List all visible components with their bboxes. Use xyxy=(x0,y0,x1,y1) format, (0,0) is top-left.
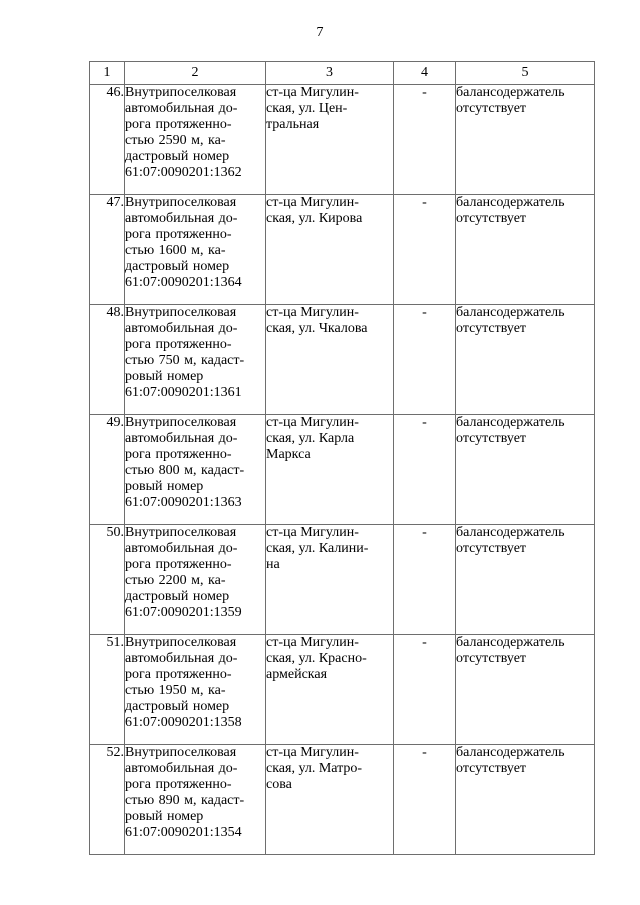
address-line: ст-ца Мигулин- xyxy=(266,635,359,650)
balance-holder-line: отсутствует xyxy=(456,431,527,446)
balance-holder-line: отсутствует xyxy=(456,651,527,666)
column-number-header-row xyxy=(90,62,595,85)
object-name-line: Внутрипоселковая xyxy=(125,635,237,650)
balance-holder-line: балансодержатель xyxy=(456,85,565,100)
object-name-line: рога протяженно- xyxy=(125,557,232,572)
row-number: 50. xyxy=(90,525,125,635)
object-name-line: 61:07:0090201:1358 xyxy=(125,715,242,730)
balance-holder-cell xyxy=(456,85,595,195)
address-cell xyxy=(266,195,394,305)
column-4-value: - xyxy=(394,745,456,855)
object-name-cell xyxy=(125,85,266,195)
object-name-line: 61:07:0090201:1359 xyxy=(125,605,242,620)
object-name-line: стью 890 м, кадаст- xyxy=(125,793,245,808)
object-name-cell xyxy=(125,525,266,635)
balance-holder-line: балансодержатель xyxy=(456,305,565,320)
address-line: ская, ул. Карла xyxy=(266,431,355,446)
property-register-table xyxy=(89,61,595,855)
address-line: ская, ул. Кирова xyxy=(266,211,363,226)
row-number: 52. xyxy=(90,745,125,855)
address-line: армейская xyxy=(266,667,328,682)
row-number: 46. xyxy=(90,85,125,195)
object-name-line: Внутрипоселковая xyxy=(125,525,237,540)
address-line: ст-ца Мигулин- xyxy=(266,745,359,760)
balance-holder-line: балансодержатель xyxy=(456,195,565,210)
object-name-line: автомобильная до- xyxy=(125,211,238,226)
object-name-line: Внутрипоселковая xyxy=(125,195,237,210)
balance-holder-cell xyxy=(456,525,595,635)
balance-holder-cell xyxy=(456,305,595,415)
address-cell xyxy=(266,305,394,415)
address-line: ст-ца Мигулин- xyxy=(266,525,359,540)
column-4-value: - xyxy=(394,415,456,525)
address-line: сова xyxy=(266,777,292,792)
object-name-line: стью 2590 м, ка- xyxy=(125,133,226,148)
object-name-line: рога протяженно- xyxy=(125,227,232,242)
address-line: ская, ул. Чкалова xyxy=(266,321,368,336)
object-name-line: дастровый номер xyxy=(125,699,230,714)
object-name-line: Внутрипоселковая xyxy=(125,85,237,100)
object-name-line: стью 1950 м, ка- xyxy=(125,683,226,698)
table-row xyxy=(90,305,595,415)
column-header: 2 xyxy=(125,62,266,85)
object-name-line: рога протяженно- xyxy=(125,667,232,682)
object-name-cell xyxy=(125,635,266,745)
table-row xyxy=(90,635,595,745)
page-number: 7 xyxy=(316,25,324,40)
balance-holder-line: балансодержатель xyxy=(456,635,565,650)
balance-holder-cell xyxy=(456,635,595,745)
address-cell xyxy=(266,525,394,635)
object-name-line: 61:07:0090201:1362 xyxy=(125,165,242,180)
column-4-value: - xyxy=(394,85,456,195)
object-name-line: автомобильная до- xyxy=(125,431,238,446)
object-name-line: автомобильная до- xyxy=(125,321,238,336)
balance-holder-line: отсутствует xyxy=(456,211,527,226)
object-name-line: 61:07:0090201:1364 xyxy=(125,275,242,290)
balance-holder-cell xyxy=(456,745,595,855)
address-line: ст-ца Мигулин- xyxy=(266,305,359,320)
object-name-line: рога протяженно- xyxy=(125,337,232,352)
row-number: 47. xyxy=(90,195,125,305)
object-name-line: 61:07:0090201:1363 xyxy=(125,495,242,510)
object-name-line: автомобильная до- xyxy=(125,761,238,776)
object-name-line: дастровый номер xyxy=(125,259,230,274)
address-cell xyxy=(266,415,394,525)
address-line: тральная xyxy=(266,117,320,132)
balance-holder-line: балансодержатель xyxy=(456,525,565,540)
balance-holder-line: отсутствует xyxy=(456,101,527,116)
column-4-value: - xyxy=(394,195,456,305)
address-line: ская, ул. Цен- xyxy=(266,101,348,116)
object-name-line: дастровый номер xyxy=(125,149,230,164)
column-header: 1 xyxy=(90,62,125,85)
balance-holder-line: отсутствует xyxy=(456,541,527,556)
address-cell xyxy=(266,85,394,195)
balance-holder-cell xyxy=(456,195,595,305)
object-name-line: ровый номер xyxy=(125,479,204,494)
column-header: 4 xyxy=(394,62,456,85)
address-line: Маркса xyxy=(266,447,311,462)
object-name-cell xyxy=(125,745,266,855)
object-name-line: Внутрипоселковая xyxy=(125,745,237,760)
object-name-line: стью 2200 м, ка- xyxy=(125,573,226,588)
address-line: ская, ул. Матро- xyxy=(266,761,363,776)
column-header: 5 xyxy=(456,62,595,85)
table-row xyxy=(90,745,595,855)
address-cell xyxy=(266,635,394,745)
object-name-line: Внутрипоселковая xyxy=(125,415,237,430)
balance-holder-line: отсутствует xyxy=(456,321,527,336)
row-number: 48. xyxy=(90,305,125,415)
object-name-line: стью 1600 м, ка- xyxy=(125,243,226,258)
object-name-line: стью 750 м, кадаст- xyxy=(125,353,245,368)
object-name-line: автомобильная до- xyxy=(125,101,238,116)
object-name-cell xyxy=(125,195,266,305)
object-name-line: 61:07:0090201:1354 xyxy=(125,825,242,840)
table-row xyxy=(90,525,595,635)
address-cell xyxy=(266,745,394,855)
object-name-line: рога протяженно- xyxy=(125,447,232,462)
object-name-line: ровый номер xyxy=(125,369,204,384)
object-name-line: 61:07:0090201:1361 xyxy=(125,385,242,400)
object-name-line: автомобильная до- xyxy=(125,651,238,666)
object-name-cell xyxy=(125,305,266,415)
object-name-line: рога протяженно- xyxy=(125,777,232,792)
column-4-value: - xyxy=(394,305,456,415)
address-line: на xyxy=(266,557,280,572)
object-name-line: Внутрипоселковая xyxy=(125,305,237,320)
address-line: ская, ул. Красно- xyxy=(266,651,367,666)
address-line: ст-ца Мигулин- xyxy=(266,85,359,100)
address-line: ст-ца Мигулин- xyxy=(266,415,359,430)
object-name-line: рога протяженно- xyxy=(125,117,232,132)
object-name-line: ровый номер xyxy=(125,809,204,824)
row-number: 49. xyxy=(90,415,125,525)
column-header: 3 xyxy=(266,62,394,85)
table-row xyxy=(90,85,595,195)
object-name-line: стью 800 м, кадаст- xyxy=(125,463,245,478)
column-4-value: - xyxy=(394,635,456,745)
row-number: 51. xyxy=(90,635,125,745)
address-line: ст-ца Мигулин- xyxy=(266,195,359,210)
column-4-value: - xyxy=(394,525,456,635)
object-name-line: дастровый номер xyxy=(125,589,230,604)
address-line: ская, ул. Калини- xyxy=(266,541,369,556)
balance-holder-line: балансодержатель xyxy=(456,745,565,760)
balance-holder-cell xyxy=(456,415,595,525)
object-name-cell xyxy=(125,415,266,525)
balance-holder-line: балансодержатель xyxy=(456,415,565,430)
table-row xyxy=(90,195,595,305)
object-name-line: автомобильная до- xyxy=(125,541,238,556)
table-row xyxy=(90,415,595,525)
balance-holder-line: отсутствует xyxy=(456,761,527,776)
